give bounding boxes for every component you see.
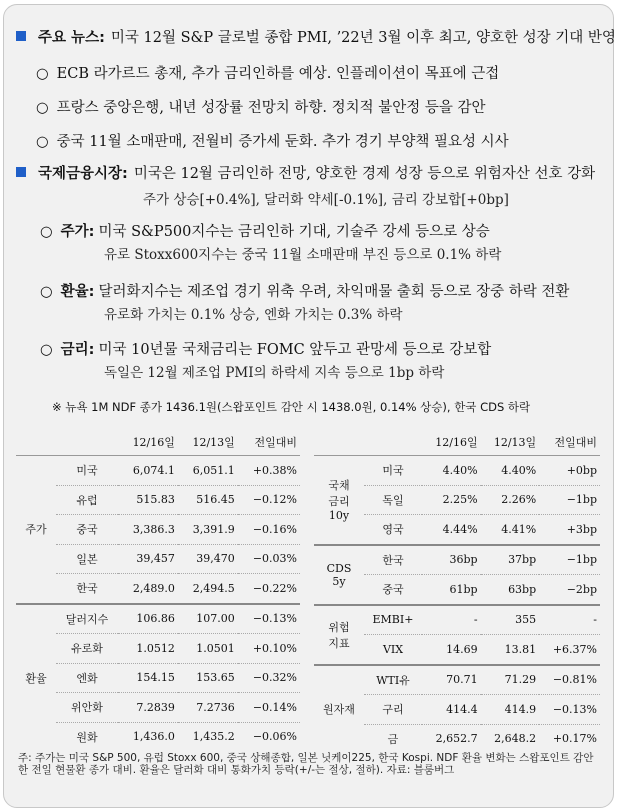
row-label: 금: [364, 724, 422, 753]
table-row: [16, 663, 300, 693]
table-row: [16, 574, 300, 604]
col-header-date1: 12/16일: [118, 428, 178, 456]
market-detail: 유로화 가치는 0.1% 상승, 엔화 가치는 0.3% 하락: [104, 307, 403, 323]
row-label: VIX: [364, 635, 422, 665]
table-row: [16, 544, 300, 574]
value-prev: 37bp: [481, 545, 540, 575]
markets-heading: 국제금융시장:: [38, 166, 128, 182]
value-change: −0.06%: [238, 722, 300, 751]
circle-bullet-icon: ○: [36, 134, 49, 150]
value-prev: 107.00: [178, 604, 238, 634]
value-change: +0bp: [566, 463, 597, 477]
col-header-date1: 12/16일: [422, 428, 481, 456]
value-cur: 7.2839: [118, 693, 178, 723]
col-header-date2: 12/13일: [178, 428, 238, 456]
row-label: 미국: [382, 464, 404, 478]
value-change: −1bp: [539, 545, 600, 575]
left-market-table: [16, 428, 300, 751]
value-change: +6.37%: [539, 635, 600, 665]
table-row: [16, 515, 300, 545]
circle-bullet-icon: ○: [36, 100, 49, 116]
row-group-label: 환율: [16, 604, 56, 752]
row-label: 한국: [56, 574, 118, 604]
value-change: -: [539, 605, 600, 635]
value-prev: 355: [481, 605, 540, 635]
value-cur: 3,386.3: [118, 515, 178, 545]
value-change: +3bp: [539, 515, 600, 545]
value-cur: 4.40%: [442, 463, 478, 477]
value-prev: 71.29: [481, 665, 540, 695]
row-label: WTI유: [364, 665, 422, 695]
market-item-rates: ○ 금리: 미국 10년물 국채금리는 FOMC 앞두고 관망세 등으로 강보합: [40, 342, 492, 358]
footnote: 주: 주가는 미국 S&P 500, 유럽 Stoxx 600, 중국 상해종합, 일본 닛케이225, 한국 Kospi. NDF 환율 변화는 스왑포인트 감안한 전일 현물환 종가 대비. 환율은 달러화 대비 통화가치 등락(+/-는 절상, 절하). 자료: 블룸버그: [18, 752, 594, 776]
value-cur: 2.25%: [422, 485, 481, 515]
right-market-table: [314, 428, 600, 753]
table-row: [314, 665, 600, 695]
news-item: ○ ECB 라가르드 총재, 추가 금리인하를 예상. 인플레이션이 목표에 근접: [36, 66, 500, 82]
value-prev: 4.41%: [481, 515, 540, 545]
row-label: 중국: [364, 575, 422, 605]
headline-news: [16, 28, 616, 48]
value-prev: 7.2736: [178, 693, 238, 723]
value-change: −0.32%: [238, 663, 300, 693]
value-cur: 70.71: [422, 665, 481, 695]
value-change: −0.14%: [238, 693, 300, 723]
value-cur: 2,652.7: [422, 724, 481, 753]
value-change: +0.38%: [252, 463, 297, 477]
value-prev: 1,435.2: [178, 722, 238, 751]
row-label: 위안화: [56, 693, 118, 723]
value-prev: 516.45: [178, 485, 238, 515]
market-change-summary: 주가 상승[+0.4%], 달러화 약세[-0.1%], 금리 강보합[+0bp]: [143, 192, 509, 208]
circle-bullet-icon: ○: [40, 224, 53, 240]
value-cur: 2,489.0: [118, 574, 178, 604]
table-row: [314, 545, 600, 575]
value-change: +0.17%: [539, 724, 600, 753]
value-cur: 106.86: [118, 604, 178, 634]
value-cur: 414.4: [422, 695, 481, 725]
news-heading: 주요 뉴스:: [38, 30, 105, 46]
table-row: [16, 456, 300, 486]
value-cur: 4.44%: [422, 515, 481, 545]
row-group-label: 주가: [25, 523, 47, 537]
circle-bullet-icon: ○: [40, 284, 53, 300]
value-prev: 2,648.2: [481, 724, 540, 753]
value-change: −2bp: [539, 575, 600, 605]
value-cur: 36bp: [422, 545, 481, 575]
value-prev: 2.26%: [481, 485, 540, 515]
market-detail: 유로 Stoxx600지수는 중국 11월 소매판매 부진 등으로 0.1% 하락: [104, 247, 502, 263]
row-label: 영국: [364, 515, 422, 545]
circle-bullet-icon: ○: [36, 66, 49, 82]
value-change: −0.22%: [238, 574, 300, 604]
value-change: −0.03%: [238, 544, 300, 574]
value-prev: 39,470: [178, 544, 238, 574]
value-change: −1bp: [539, 485, 600, 515]
value-prev: 2,494.5: [178, 574, 238, 604]
table-row: [314, 605, 600, 635]
value-prev: 1.0501: [178, 634, 238, 664]
value-cur: 1,436.0: [118, 722, 178, 751]
row-label: 엔화: [56, 663, 118, 693]
col-header-change: 전일대비: [238, 428, 300, 456]
square-bullet-icon: [16, 31, 26, 41]
value-change: −0.13%: [539, 695, 600, 725]
row-label: EMBI+: [364, 605, 422, 635]
table-row: [16, 604, 300, 634]
row-label: 일본: [56, 544, 118, 574]
value-prev: 153.65: [178, 663, 238, 693]
value-cur: 61bp: [422, 575, 481, 605]
value-cur: 14.69: [422, 635, 481, 665]
row-label: 미국: [76, 464, 98, 478]
value-change: −0.13%: [238, 604, 300, 634]
col-header-date2: 12/13일: [481, 428, 540, 456]
row-label: 구리: [364, 695, 422, 725]
value-change: −0.16%: [238, 515, 300, 545]
value-change: −0.81%: [539, 665, 600, 695]
row-group-label: 국채 금리 10y: [328, 479, 350, 523]
value-cur: 1.0512: [118, 634, 178, 664]
table-row: [16, 485, 300, 515]
square-bullet-icon: [16, 167, 26, 177]
ndf-note: ※ 뉴욕 1M NDF 종가 1436.1원(스왑포인트 감안 시 1438.0원, 0.14% 상승), 한국 CDS 하락: [52, 400, 531, 414]
row-label: 원화: [56, 722, 118, 751]
value-cur: 154.15: [118, 663, 178, 693]
value-prev: 6,051.1: [192, 463, 235, 477]
value-cur: 6,074.1: [132, 463, 175, 477]
markets-summary: 미국은 12월 금리인하 전망, 양호한 경제 성장 등으로 위험자산 선호 강화: [133, 166, 596, 182]
row-label: 한국: [364, 545, 422, 575]
table-row: [314, 456, 600, 486]
news-item: ○ 중국 11월 소매판매, 전월비 증가세 둔화. 추가 경기 부양책 필요성 시사: [36, 134, 509, 150]
table-row: [16, 722, 300, 751]
value-cur: -: [422, 605, 481, 635]
value-prev: 4.40%: [501, 463, 537, 477]
col-header-change: 전일대비: [539, 428, 600, 456]
table-row: [16, 693, 300, 723]
row-group-label: 원자재: [314, 665, 364, 754]
row-label: 독일: [364, 485, 422, 515]
row-group-label: CDS 5y: [314, 545, 364, 605]
value-cur: 515.83: [118, 485, 178, 515]
market-item-stocks: ○ 주가: 미국 S&P500지수는 금리인하 기대, 기술주 강세 등으로 상승: [40, 224, 490, 240]
circle-bullet-icon: ○: [40, 342, 53, 358]
value-prev: 13.81: [481, 635, 540, 665]
row-label: 유럽: [56, 485, 118, 515]
news-summary: 미국 12월 S&P 글로벌 종합 PMI, ’22년 3월 이후 최고, 양호한 성장 기대 반영: [110, 30, 616, 46]
market-item-fx: ○ 환율: 달러화지수는 제조업 경기 위축 우려, 차익매물 출회 등으로 장중 하락 전환: [40, 284, 570, 300]
row-group-label: 위험 지표: [314, 605, 364, 665]
value-prev: 63bp: [481, 575, 540, 605]
row-label: 중국: [56, 515, 118, 545]
row-label: 달러지수: [56, 604, 118, 634]
value-prev: 414.9: [481, 695, 540, 725]
value-change: −0.12%: [238, 485, 300, 515]
market-detail: 독일은 12월 제조업 PMI의 하락세 지속 등으로 1bp 하락: [104, 365, 445, 381]
headline-markets: [16, 164, 595, 184]
value-prev: 3,391.9: [178, 515, 238, 545]
row-label: 유로화: [56, 634, 118, 664]
news-item: ○ 프랑스 중앙은행, 내년 성장률 전망치 하향. 정치적 불안정 등을 감안: [36, 100, 486, 116]
table-row: [16, 634, 300, 664]
value-change: +0.10%: [238, 634, 300, 664]
value-cur: 39,457: [118, 544, 178, 574]
